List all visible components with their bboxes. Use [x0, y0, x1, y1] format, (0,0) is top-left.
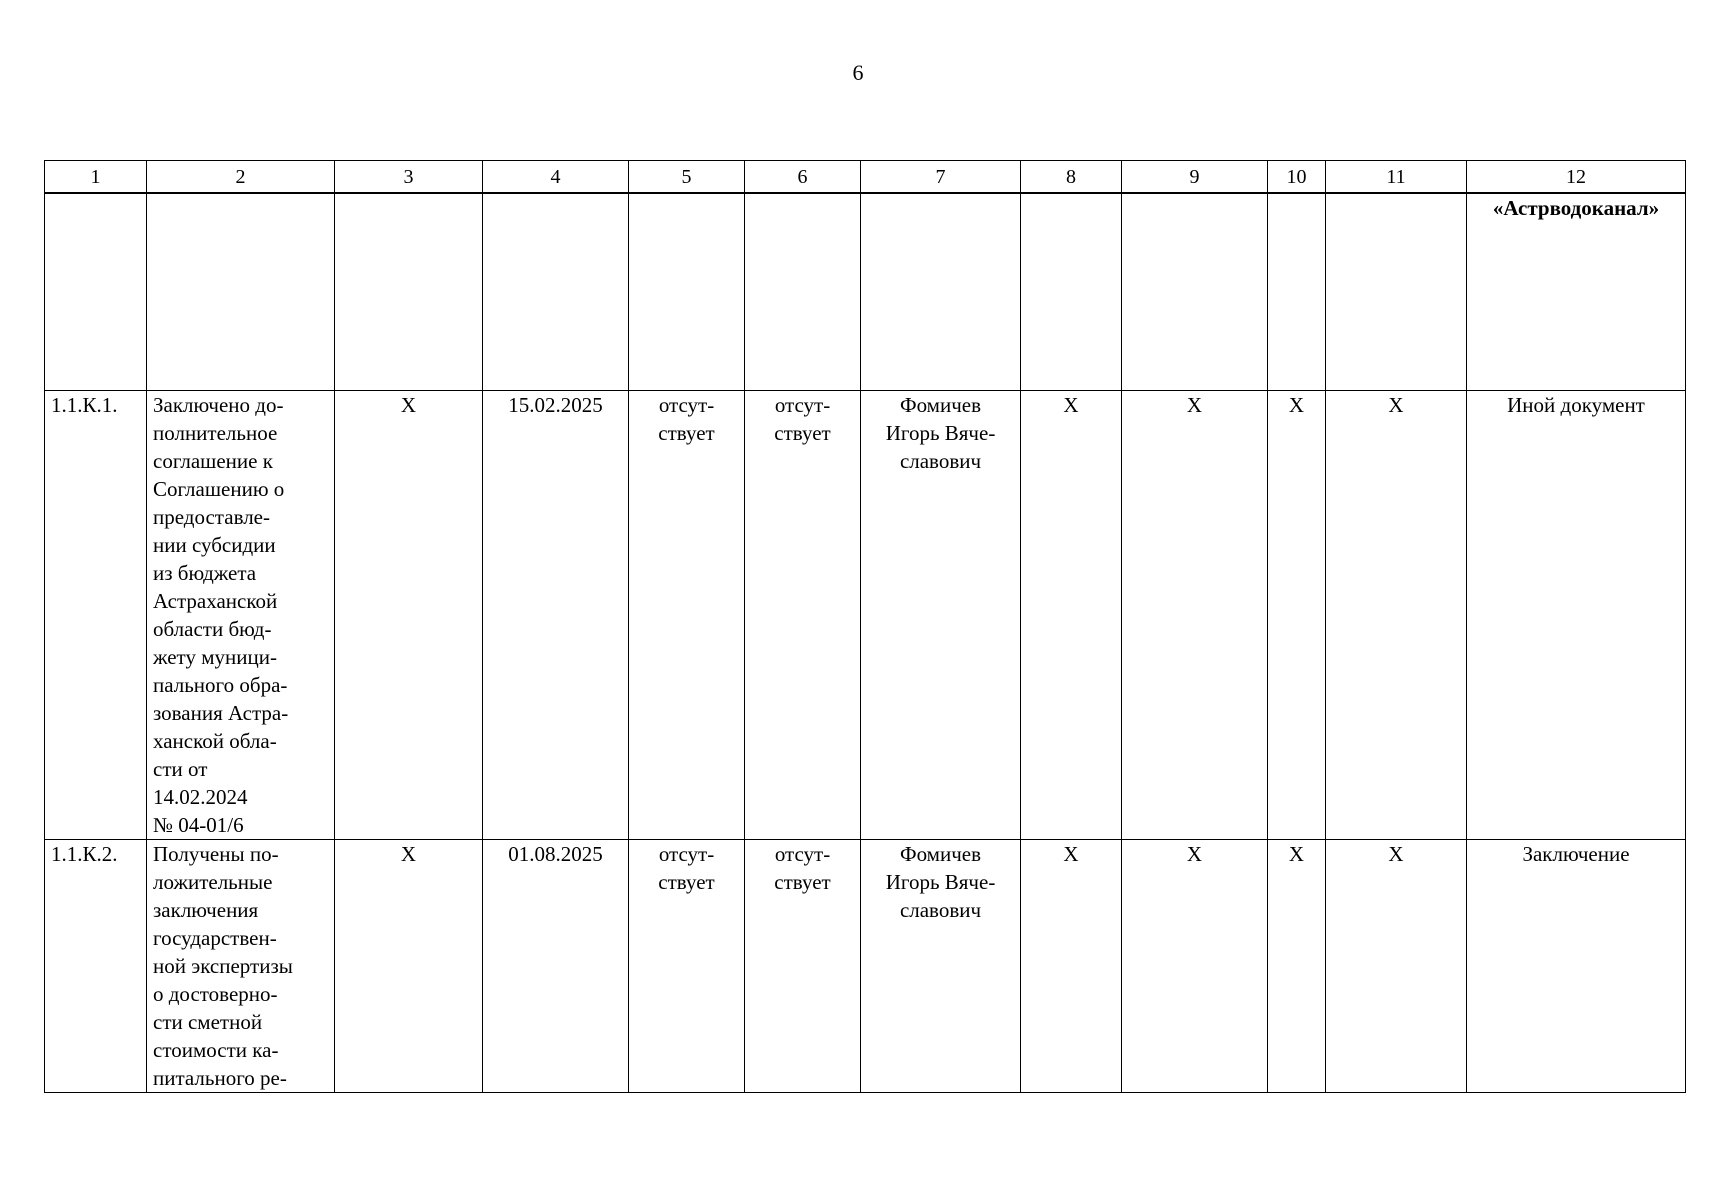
x-mark-cell: X [335, 391, 483, 840]
x-mark-cell: X [1268, 391, 1326, 840]
table-row [45, 193, 1686, 391]
item-number-cell: 1.1.К.2. [45, 840, 147, 1093]
table-cell [1268, 193, 1326, 391]
table-row [45, 840, 1686, 1093]
column-header: 6 [745, 161, 861, 194]
document-type-cell: «Астрводоканал» [1467, 193, 1686, 391]
date-cell: 15.02.2025 [483, 391, 629, 840]
event-description-cell: Получены по- ложительные заключения государствен- ной экспертизы о достоверно- сти сметной стоимости ка- питального ре- [147, 840, 335, 1093]
table-cell [45, 193, 147, 391]
page-number: 6 [852, 60, 864, 85]
absent-cell: отсут- ствует [629, 391, 745, 840]
x-mark-cell: X [335, 840, 483, 1093]
table-cell [1122, 193, 1268, 391]
table-cell [629, 193, 745, 391]
document-type-cell: Заключение [1467, 840, 1686, 1093]
x-mark-cell: X [1326, 840, 1467, 1093]
column-header: 5 [629, 161, 745, 194]
column-header: 7 [861, 161, 1021, 194]
table-cell [861, 193, 1021, 391]
x-mark-cell: X [1122, 391, 1268, 840]
event-description-cell: Заключено до- полнительное соглашение к Соглашению о предоставле- нии субсидии из бюджета Астраханской области бюд- жету муници- пального обра- зования Астра- ханской обла- сти от 14.02.2024 № 04-01/6 [147, 391, 335, 840]
table-cell [745, 193, 861, 391]
column-header: 3 [335, 161, 483, 194]
x-mark-cell: X [1021, 391, 1122, 840]
column-header: 9 [1122, 161, 1268, 194]
table-cell [147, 193, 335, 391]
table-cell [1326, 193, 1467, 391]
table-cell [483, 193, 629, 391]
column-header: 4 [483, 161, 629, 194]
table-cell [1021, 193, 1122, 391]
document-table [44, 160, 1686, 1093]
responsible-person-cell: Фомичев Игорь Вяче- славович [861, 840, 1021, 1093]
x-mark-cell: X [1268, 840, 1326, 1093]
absent-cell: отсут- ствует [745, 391, 861, 840]
absent-cell: отсут- ствует [629, 840, 745, 1093]
table-cell [335, 193, 483, 391]
x-mark-cell: X [1021, 840, 1122, 1093]
item-number-cell: 1.1.К.1. [45, 391, 147, 840]
column-header: 11 [1326, 161, 1467, 194]
table-header-row [45, 161, 1686, 194]
column-header: 8 [1021, 161, 1122, 194]
column-header: 12 [1467, 161, 1686, 194]
absent-cell: отсут- ствует [745, 840, 861, 1093]
x-mark-cell: X [1122, 840, 1268, 1093]
x-mark-cell: X [1326, 391, 1467, 840]
column-header: 1 [45, 161, 147, 194]
column-header: 10 [1268, 161, 1326, 194]
document-type-cell: Иной документ [1467, 391, 1686, 840]
table-row [45, 391, 1686, 840]
date-cell: 01.08.2025 [483, 840, 629, 1093]
responsible-person-cell: Фомичев Игорь Вяче- славович [861, 391, 1021, 840]
column-header: 2 [147, 161, 335, 194]
